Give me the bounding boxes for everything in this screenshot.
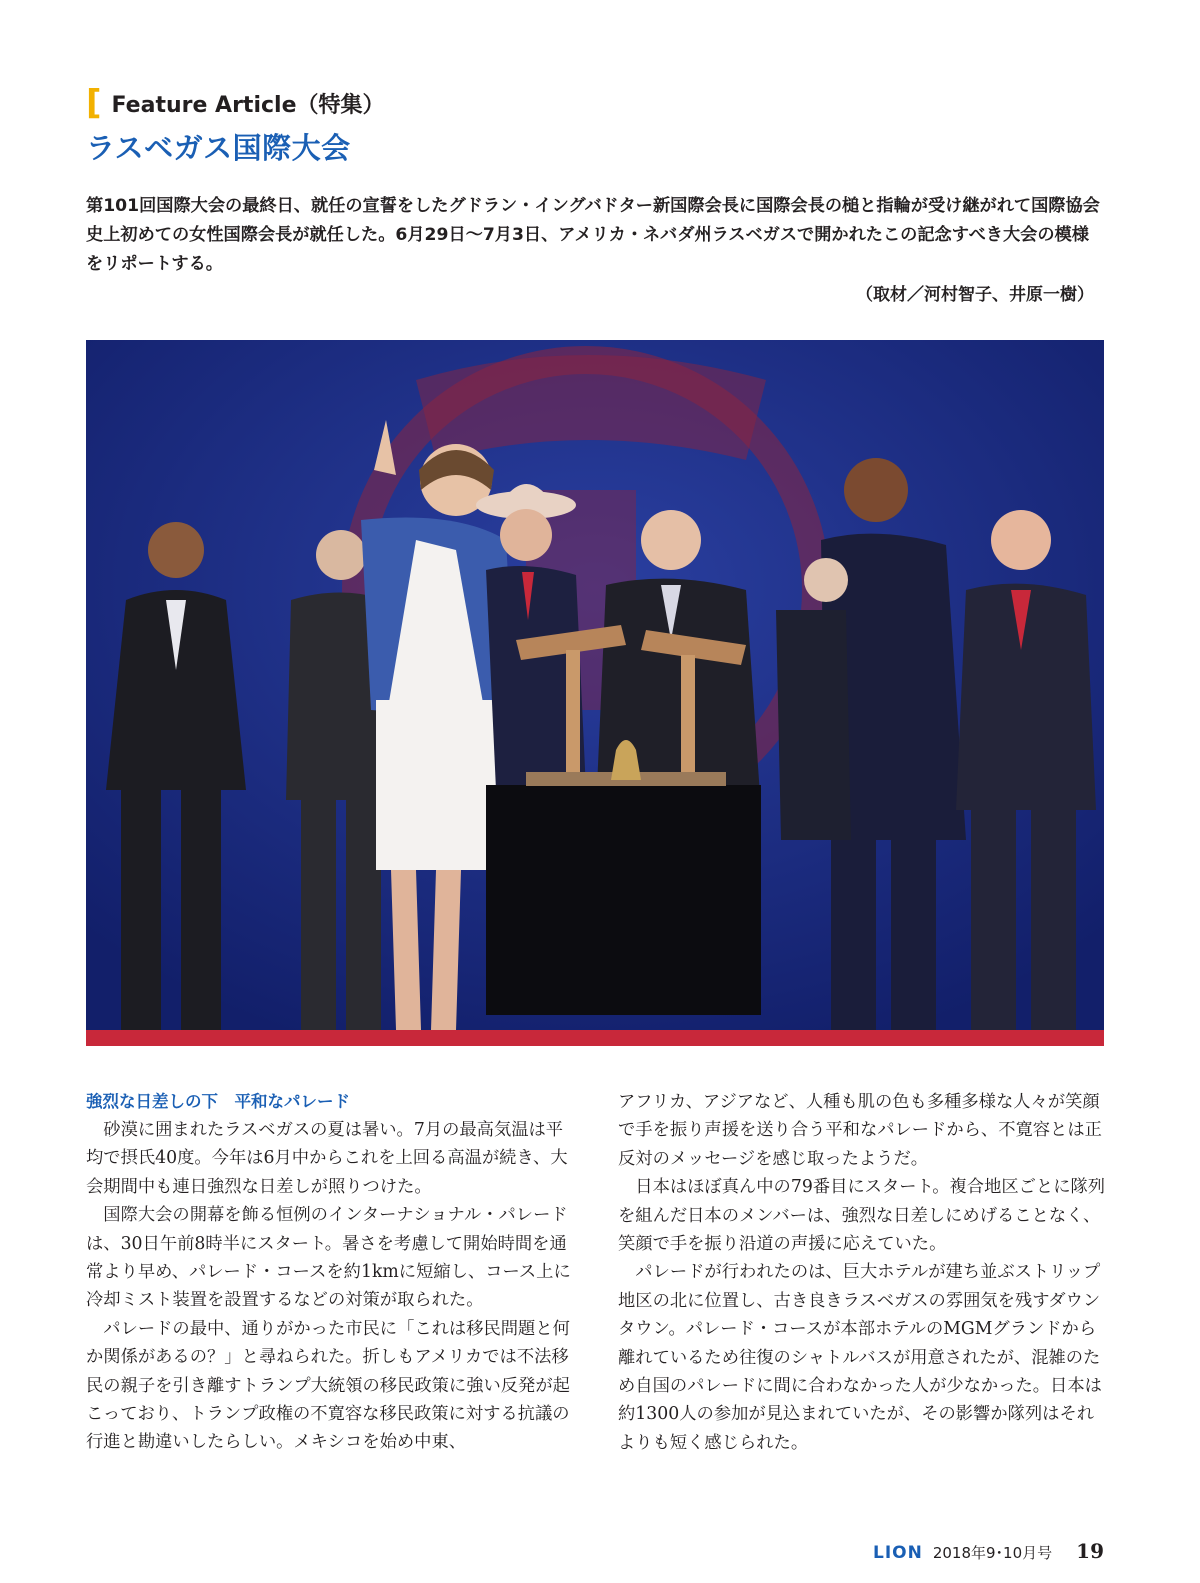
section-kicker [86,83,385,123]
issue-label: 2018年9･10月号 [932,1544,1053,1562]
body-column-left [86,1088,576,1457]
body-paragraph: 日本はほぼ真ん中の79番目にスタート。複合地区ごとに隊列を組んだ日本のメンバーは、強烈な日差しにめげることなく、笑顔で手を振り沿道の声援に応えていた。 [618,1177,1106,1255]
section-subhead: 強烈な日差しの下 平和なパレード [86,1092,350,1111]
article-title: ラスベガス国際大会 [86,131,351,165]
page-number: 19 [1076,1539,1104,1563]
body-paragraph: パレードの最中、通りがかった市民に「これは移民問題と何か関係があるの？」と尋ねられた。折しもアメリカでは不法移民の親子を引き離すトランプ大統領の移民政策に強い反発が起こっており、トランプ政権の不寛容な移民政策に対する抗議の行進と勘違いしたらしい。メキシコを始め中東、 [86,1318,570,1453]
stage-edge [86,1030,1104,1046]
page-footer [873,1539,1104,1563]
ceremony-photo [86,340,1104,1046]
kicker-label: Feature Article（特集） [111,92,385,118]
body-paragraph: 砂漠に囲まれたラスベガスの夏は暑い。7月の最高気温は平均で摂氏40度。今年は6月中からこれを上回る高温が続き、大会期間中も連日強烈な日差しが照りつけた。 [86,1120,568,1197]
body-column-right [618,1088,1108,1457]
body-paragraph: パレードが行われたのは、巨大ホテルが建ち並ぶストリップ地区の北に位置し、古き良きラスベガスの雰囲気を残すダウンタウン。パレード・コースが本部ホテルのMGMグランドから離れているため往復のシャトルバスが用意されたが、混雑のため自国のパレードに間に合わなかった人が少なかった。日本は約1300人の参加が見込まれていたが、その影響か隊列はそれよりも短く感じられた。 [618,1262,1102,1453]
lead-paragraph: 第101回国際大会の最終日、就任の宣誓をしたグドラン・イングバドター新国際会長に国際会長の槌と指輪が受け継がれて国際協会史上初めての女性国際会長が就任した。6月29日～7月3日、アメリカ・ネバダ州ラスベガスで開かれたこの記念すべき大会の模様をリポートする。 [86,196,1100,274]
body-paragraph: 国際大会の開幕を飾る恒例のインターナショナル・パレードは、30日午前8時半にスタート。暑さを考慮して開始時間を通常より早め、パレード・コースを約1kmに短縮し、コース上に冷却ミスト装置を設置するなどの対策が取られた。 [86,1205,571,1311]
reporter-credit: （取材／河村智子、井原一樹） [856,285,1094,305]
kicker-bracket-mark: [ [86,83,102,123]
body-paragraph-continuation: アフリカ、アジアなど、人種も肌の色も多種多様な人々が笑顔で手を振り声援を送り合う平和なパレードから、不寛容とは正反対のメッセージを感じ取ったようだ。 [618,1092,1102,1169]
draped-table [486,785,761,1015]
magazine-name: LION [873,1543,923,1563]
